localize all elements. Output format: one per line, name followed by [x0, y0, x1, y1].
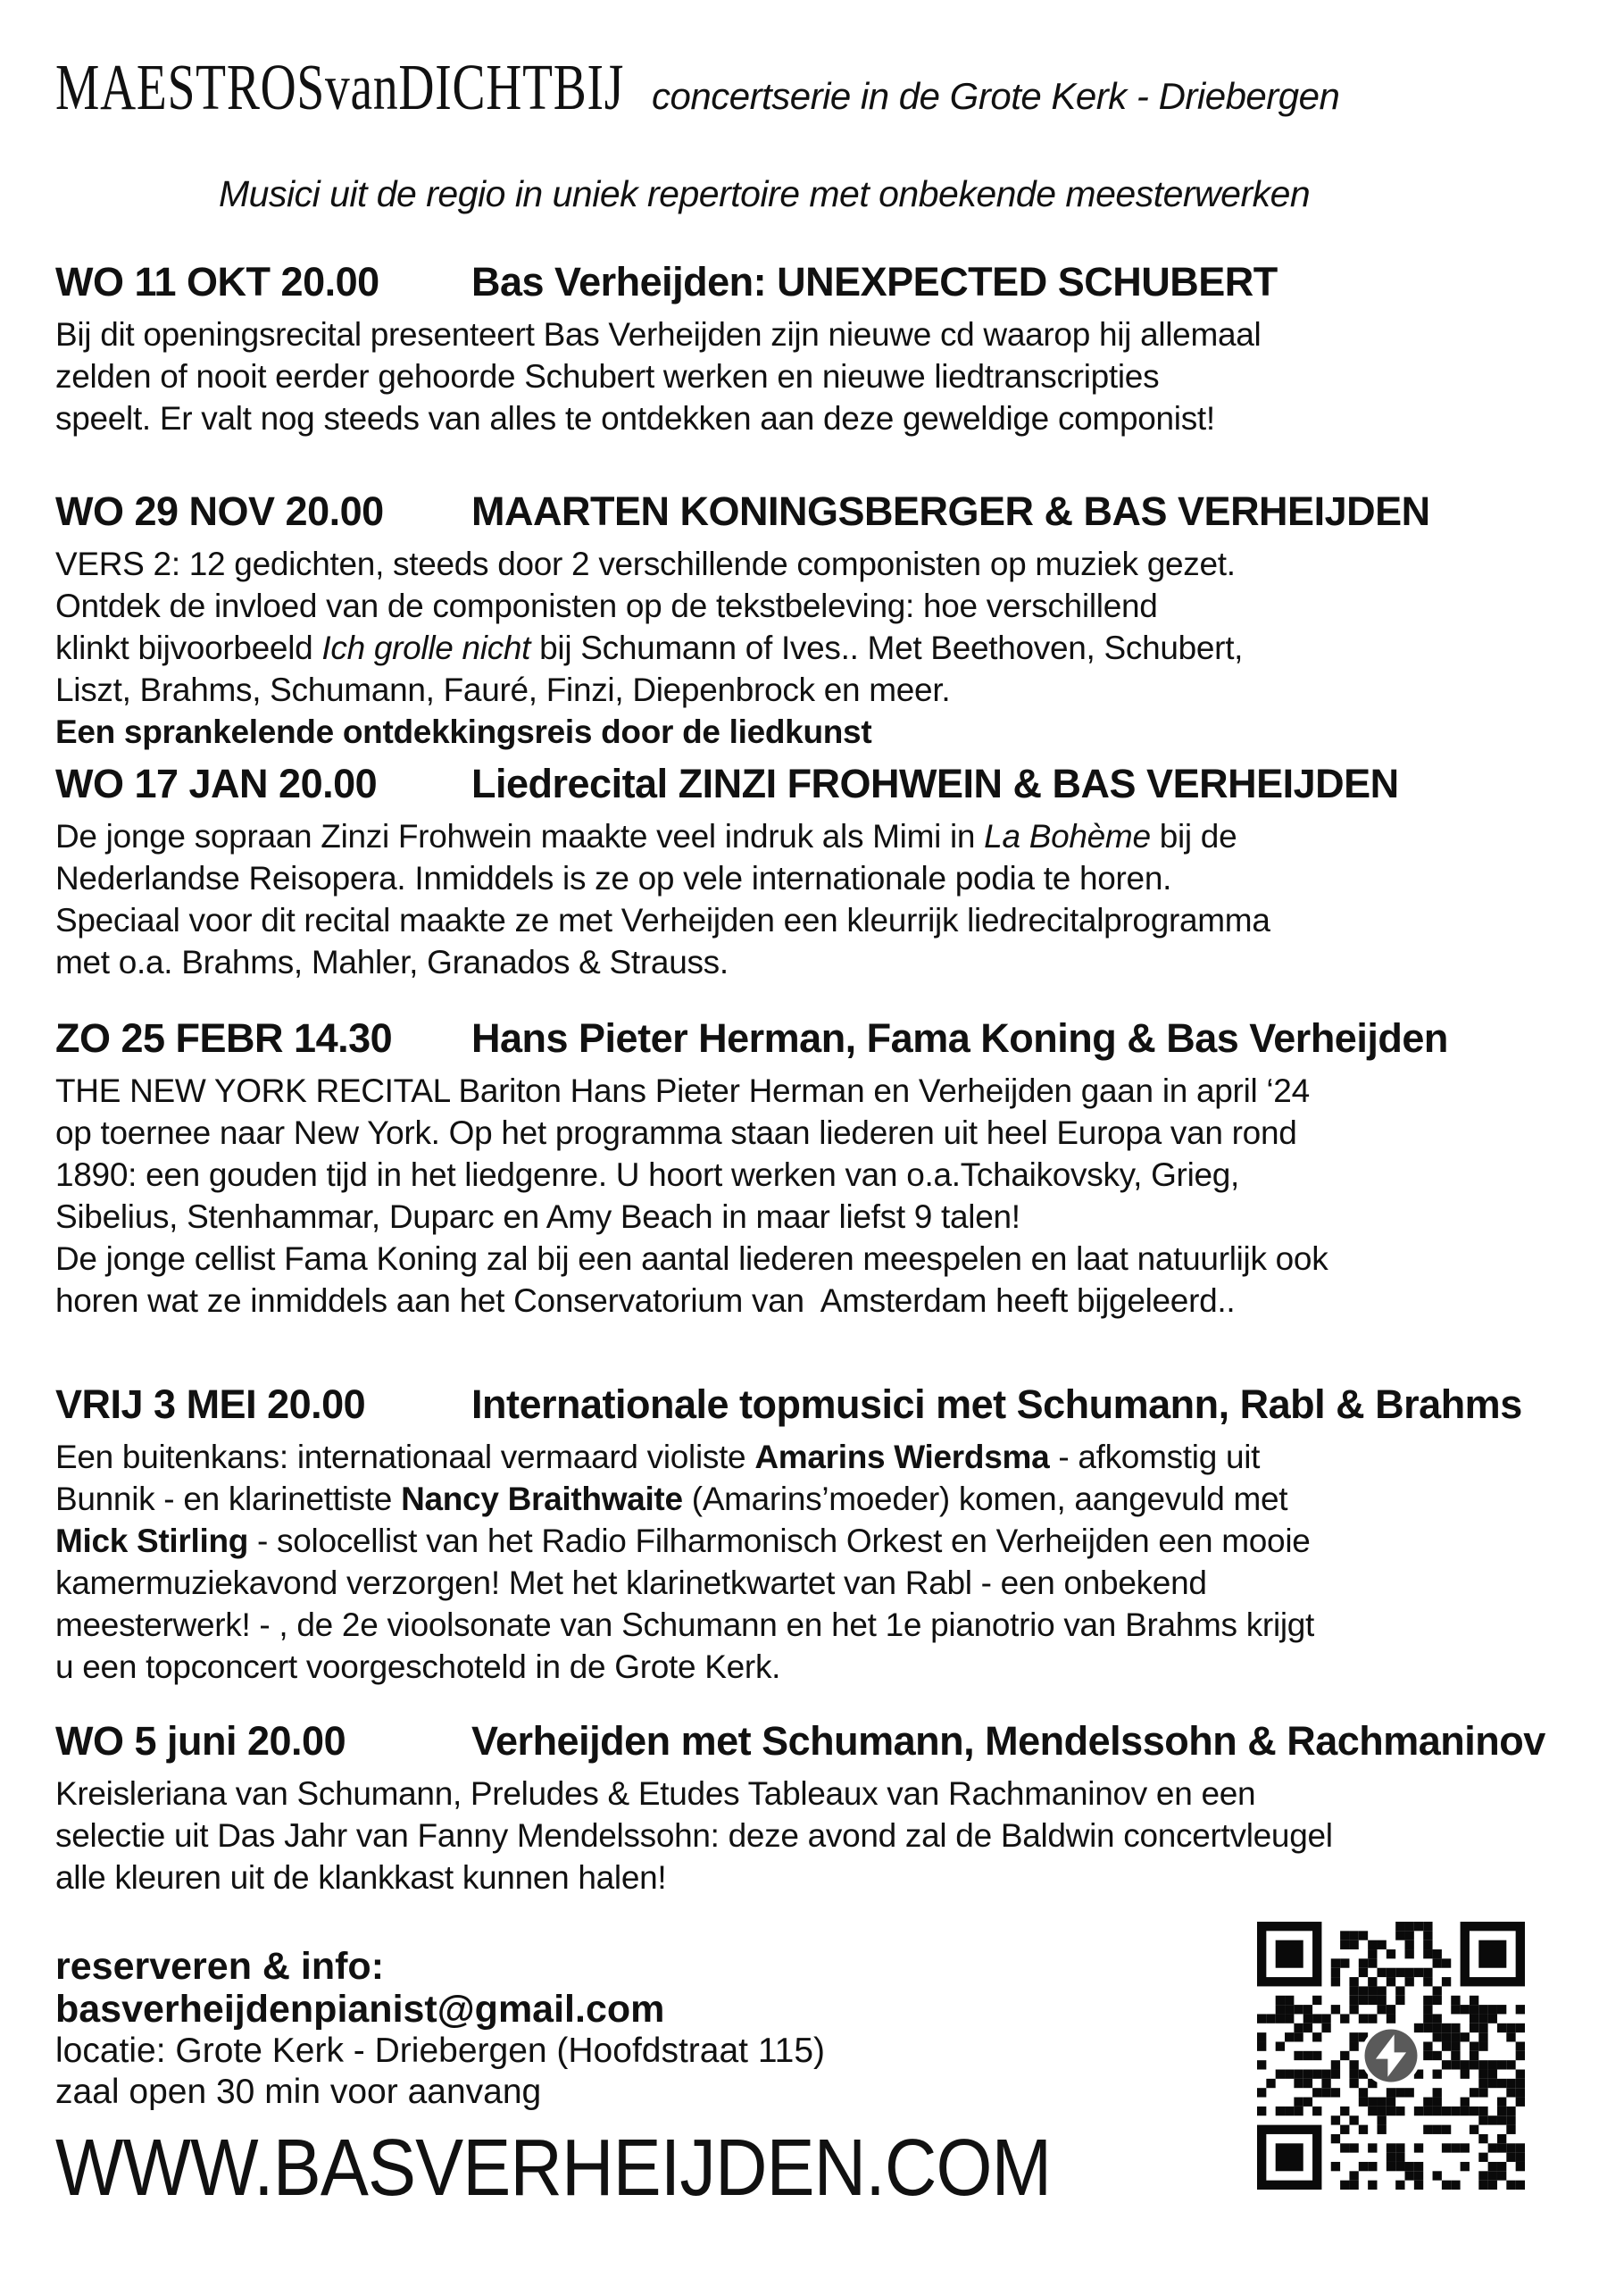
reserve-heading: reserveren & info:	[55, 1945, 385, 1988]
description-line: horen wat ze inmiddels aan het Conservatorium van Amsterdam heeft bijgeleerd..	[55, 1282, 1236, 1319]
description-line: Bij dit openingsrecital presenteert Bas Verheijden zijn nieuwe cd waarop hij allemaal	[55, 316, 1262, 353]
description-line: met o.a. Brahms, Mahler, Granados & Strauss.	[55, 944, 729, 980]
contact-email: basverheijdenpianist@gmail.com	[55, 1988, 665, 2031]
description-line: Bunnik - en klarinettiste Nancy Braithwaite (Amarins’moeder) komen, aangevuld met	[55, 1481, 1288, 1517]
concert-date: VRIJ 3 MEI 20.00	[55, 1381, 366, 1427]
concert-date: WO 11 OKT 20.00	[55, 259, 379, 305]
concert-description	[55, 543, 1578, 753]
description-line: Nederlandse Reisopera. Inmiddels is ze op vele internationale podia te horen.	[55, 860, 1172, 897]
concert-section	[55, 760, 1578, 983]
description-line: De jonge cellist Fama Koning zal bij een aantal liederen meespelen en laat natuurlijk ook	[55, 1240, 1328, 1277]
concert-section	[55, 258, 1578, 439]
description-line: op toernee naar New York. Op het programma staan liederen uit heel Europa van rond	[55, 1114, 1297, 1151]
concert-heading	[55, 1014, 1578, 1063]
concert-heading	[55, 488, 1578, 536]
concert-title: Verheijden met Schumann, Mendelssohn & Rachmaninov	[471, 1718, 1545, 1764]
concert-title: Hans Pieter Herman, Fama Koning & Bas Verheijden	[471, 1015, 1448, 1061]
concert-section	[55, 1014, 1578, 1322]
concert-list	[55, 258, 1578, 1898]
description-line: THE NEW YORK RECITAL Bariton Hans Pieter Herman en Verheijden gaan in april ‘24	[55, 1072, 1310, 1109]
description-line: klinkt bijvoorbeeld Ich grolle nicht bij Schumann of Ives.. Met Beethoven, Schubert,	[55, 630, 1244, 666]
description-line: alle kleuren uit de klankkast kunnen halen!	[55, 1859, 667, 1896]
concert-title: Liedrecital ZINZI FROHWEIN & BAS VERHEIJDEN	[471, 761, 1399, 806]
concert-description	[55, 815, 1578, 983]
description-line: Een sprankelende ontdekkingsreis door de liedkunst	[55, 713, 872, 750]
description-line: meesterwerk! - , de 2e vioolsonate van Schumann en het 1e pianotrio van Brahms krijgt	[55, 1606, 1315, 1643]
concert-heading	[55, 1381, 1578, 1429]
concert-section	[55, 1381, 1578, 1688]
concert-title: Internationale topmusici met Schumann, Rabl & Brahms	[471, 1381, 1522, 1427]
concert-date: WO 5 juni 20.00	[55, 1718, 346, 1764]
website-url: WWW.BASVERHEIJDEN.COM	[55, 2124, 1052, 2213]
description-line: VERS 2: 12 gedichten, steeds door 2 verschillende componisten op muziek gezet.	[55, 546, 1236, 582]
description-line: Een buitenkans: internationaal vermaard violiste Amarins Wierdsma - afkomstig uit	[55, 1439, 1261, 1475]
description-line: u een topconcert voorgeschoteld in de Grote Kerk.	[55, 1648, 781, 1685]
masthead	[55, 50, 1578, 125]
qr-code	[1257, 1922, 1525, 2190]
concert-section	[55, 488, 1578, 753]
doors-open-line: zaal open 30 min voor aanvang	[55, 2073, 542, 2111]
description-line: kamermuziekavond verzorgen! Met het klarinetkwartet van Rabl - een onbekend	[55, 1565, 1207, 1601]
concert-date: WO 29 NOV 20.00	[55, 488, 384, 534]
description-line: Speciaal voor dit recital maakte ze met Verheijden een kleurrijk liedrecitalprogramma	[55, 902, 1270, 939]
description-line: Mick Stirling - solocellist van het Radio Filharmonisch Orkest en Verheijden een mooie	[55, 1523, 1311, 1559]
description-line: Ontdek de invloed van de componisten op de tekstbeleving: hoe verschillend	[55, 588, 1158, 624]
concert-title: MAARTEN KONINGSBERGER & BAS VERHEIJDEN	[471, 488, 1430, 534]
concert-title: Bas Verheijden: UNEXPECTED SCHUBERT	[471, 259, 1278, 305]
description-line: De jonge sopraan Zinzi Frohwein maakte veel indruk als Mimi in La Bohème bij de	[55, 818, 1237, 855]
concert-heading	[55, 760, 1578, 808]
description-line: Kreisleriana van Schumann, Preludes & Etudes Tableaux van Rachmaninov en een	[55, 1775, 1256, 1812]
series-title-wrap	[55, 50, 652, 125]
concert-description	[55, 1436, 1578, 1688]
concert-heading	[55, 258, 1578, 306]
series-title: MAESTROSvanDICHTBIJ	[55, 51, 625, 123]
location-line: locatie: Grote Kerk - Driebergen (Hoofdstraat 115)	[55, 2032, 825, 2070]
concert-description	[55, 1070, 1578, 1322]
concert-heading	[55, 1717, 1578, 1765]
description-line: Liszt, Brahms, Schumann, Fauré, Finzi, Diepenbrock en meer.	[55, 672, 951, 708]
series-subtitle: Musici uit de regio in uniek repertoire met onbekende meesterwerken	[219, 173, 1311, 214]
description-line: speelt. Er valt nog steeds van alles te ontdekken aan deze geweldige componist!	[55, 400, 1215, 437]
description-line: selectie uit Das Jahr van Fanny Mendelssohn: deze avond zal de Baldwin concertvleugel	[55, 1817, 1333, 1854]
description-line: 1890: een gouden tijd in het liedgenre. U hoort werken van o.a.Tchaikovsky, Grieg,	[55, 1156, 1240, 1193]
description-line: Sibelius, Stenhammar, Duparc en Amy Beach in maar liefst 9 talen!	[55, 1198, 1020, 1235]
concert-date: WO 17 JAN 20.00	[55, 761, 378, 806]
series-tagline: concertserie in de Grote Kerk - Driebergen	[652, 75, 1340, 117]
concert-description	[55, 313, 1578, 439]
description-line: zelden of nooit eerder gehoorde Schubert werken en nieuwe liedtranscripties	[55, 358, 1160, 395]
concert-section	[55, 1717, 1578, 1898]
concert-date: ZO 25 FEBR 14.30	[55, 1015, 393, 1061]
concert-description	[55, 1773, 1578, 1898]
flyer-content	[55, 0, 1578, 2234]
